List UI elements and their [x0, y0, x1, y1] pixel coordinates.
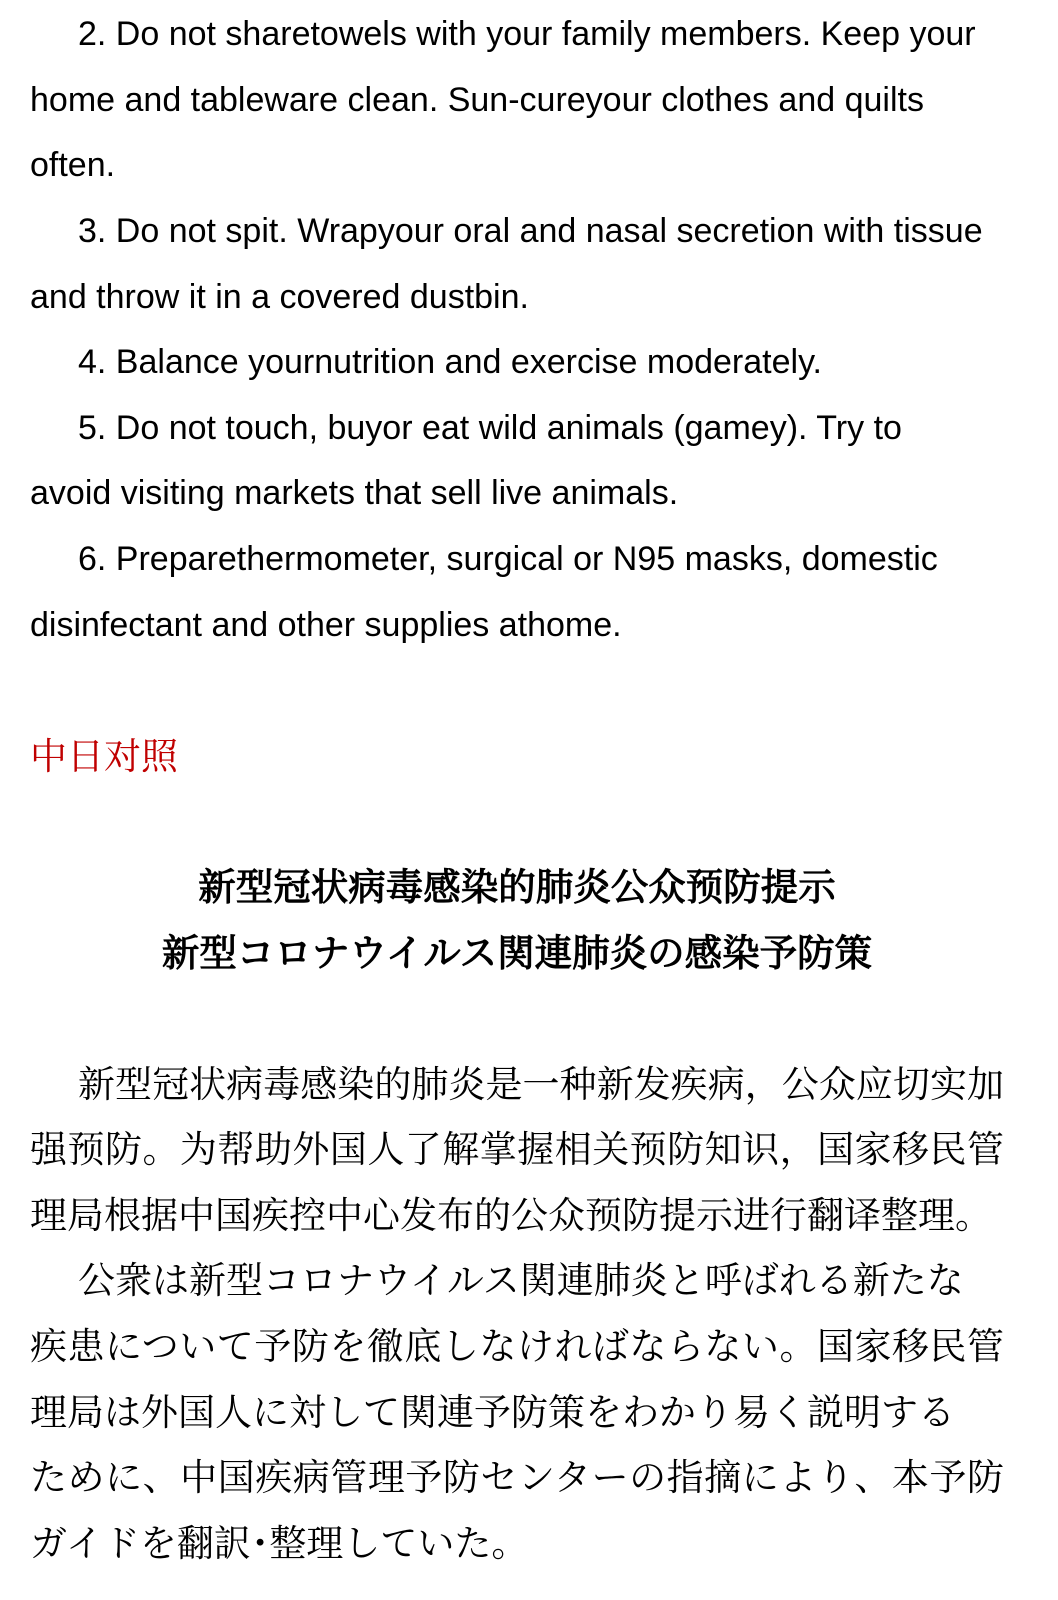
document-titles	[30, 855, 1004, 986]
title-chinese: 新型冠状病毒感染的肺炎公众预防提示	[198, 864, 836, 909]
intro-japanese-line-1: 公衆は新型コロナウイルス関連肺炎と呼ばれる新たな	[78, 1259, 964, 1303]
title-japanese: 新型コロナウイルス関連肺炎の感染予防策	[161, 930, 873, 975]
tip-2-line-2: home and tableware clean. Sun-cureyour clothes and quilts	[30, 80, 924, 119]
intro-japanese-line-5: ガイドを翻訳･整理していた。	[30, 1521, 529, 1565]
tip-5-line-1: 5. Do not touch, buyor eat wild animals (gamey). Try to	[78, 408, 902, 447]
intro-japanese	[30, 1248, 1004, 1576]
intro-chinese-line-1: 新型冠状病毒感染的肺炎是一种新发疾病，公众应切实加	[78, 1062, 1004, 1106]
tip-3	[30, 199, 1004, 330]
section-heading: 中日对照	[30, 734, 178, 778]
intro-chinese-line-2: 强预防。为帮助外国人了解掌握相关预防知识，国家移民管	[30, 1128, 1004, 1172]
tip-3-line-2: and throw it in a covered dustbin.	[30, 277, 529, 316]
intro-japanese-line-4: ために、中国疾病管理予防センターの指摘により、本予防	[30, 1456, 1004, 1500]
intro-chinese	[30, 1052, 1004, 1249]
tip-6-line-2: disinfectant and other supplies athome.	[30, 605, 622, 644]
tip-2-line-1: 2. Do not sharetowels with your family members. Keep your	[78, 15, 976, 54]
intro-japanese-line-3: 理局は外国人に対して関連予防策をわかり易く説明する	[30, 1390, 955, 1434]
intro-chinese-line-3: 理局根据中国疾控中心发布的公众预防提示进行翻译整理。	[30, 1193, 992, 1237]
tip-2	[30, 2, 1004, 199]
tip-6	[30, 527, 1004, 658]
tip-4	[30, 330, 1004, 396]
tip-4-line-1: 4. Balance yournutrition and exercise moderately.	[78, 343, 822, 382]
document-body	[30, 2, 1004, 1576]
intro-section	[30, 1052, 1004, 1577]
english-tips	[30, 2, 1004, 658]
intro-japanese-line-2: 疾患について予防を徹底しなければならない。国家移民管	[30, 1325, 1004, 1369]
tip-5-line-2: avoid visiting markets that sell live animals.	[30, 474, 679, 513]
tip-6-line-1: 6. Preparethermometer, surgical or N95 masks, domestic	[78, 539, 938, 578]
tip-3-line-1: 3. Do not spit. Wrapyour oral and nasal secretion with tissue	[78, 211, 983, 250]
tip-2-line-3: often.	[30, 146, 116, 185]
tip-5	[30, 396, 1004, 527]
